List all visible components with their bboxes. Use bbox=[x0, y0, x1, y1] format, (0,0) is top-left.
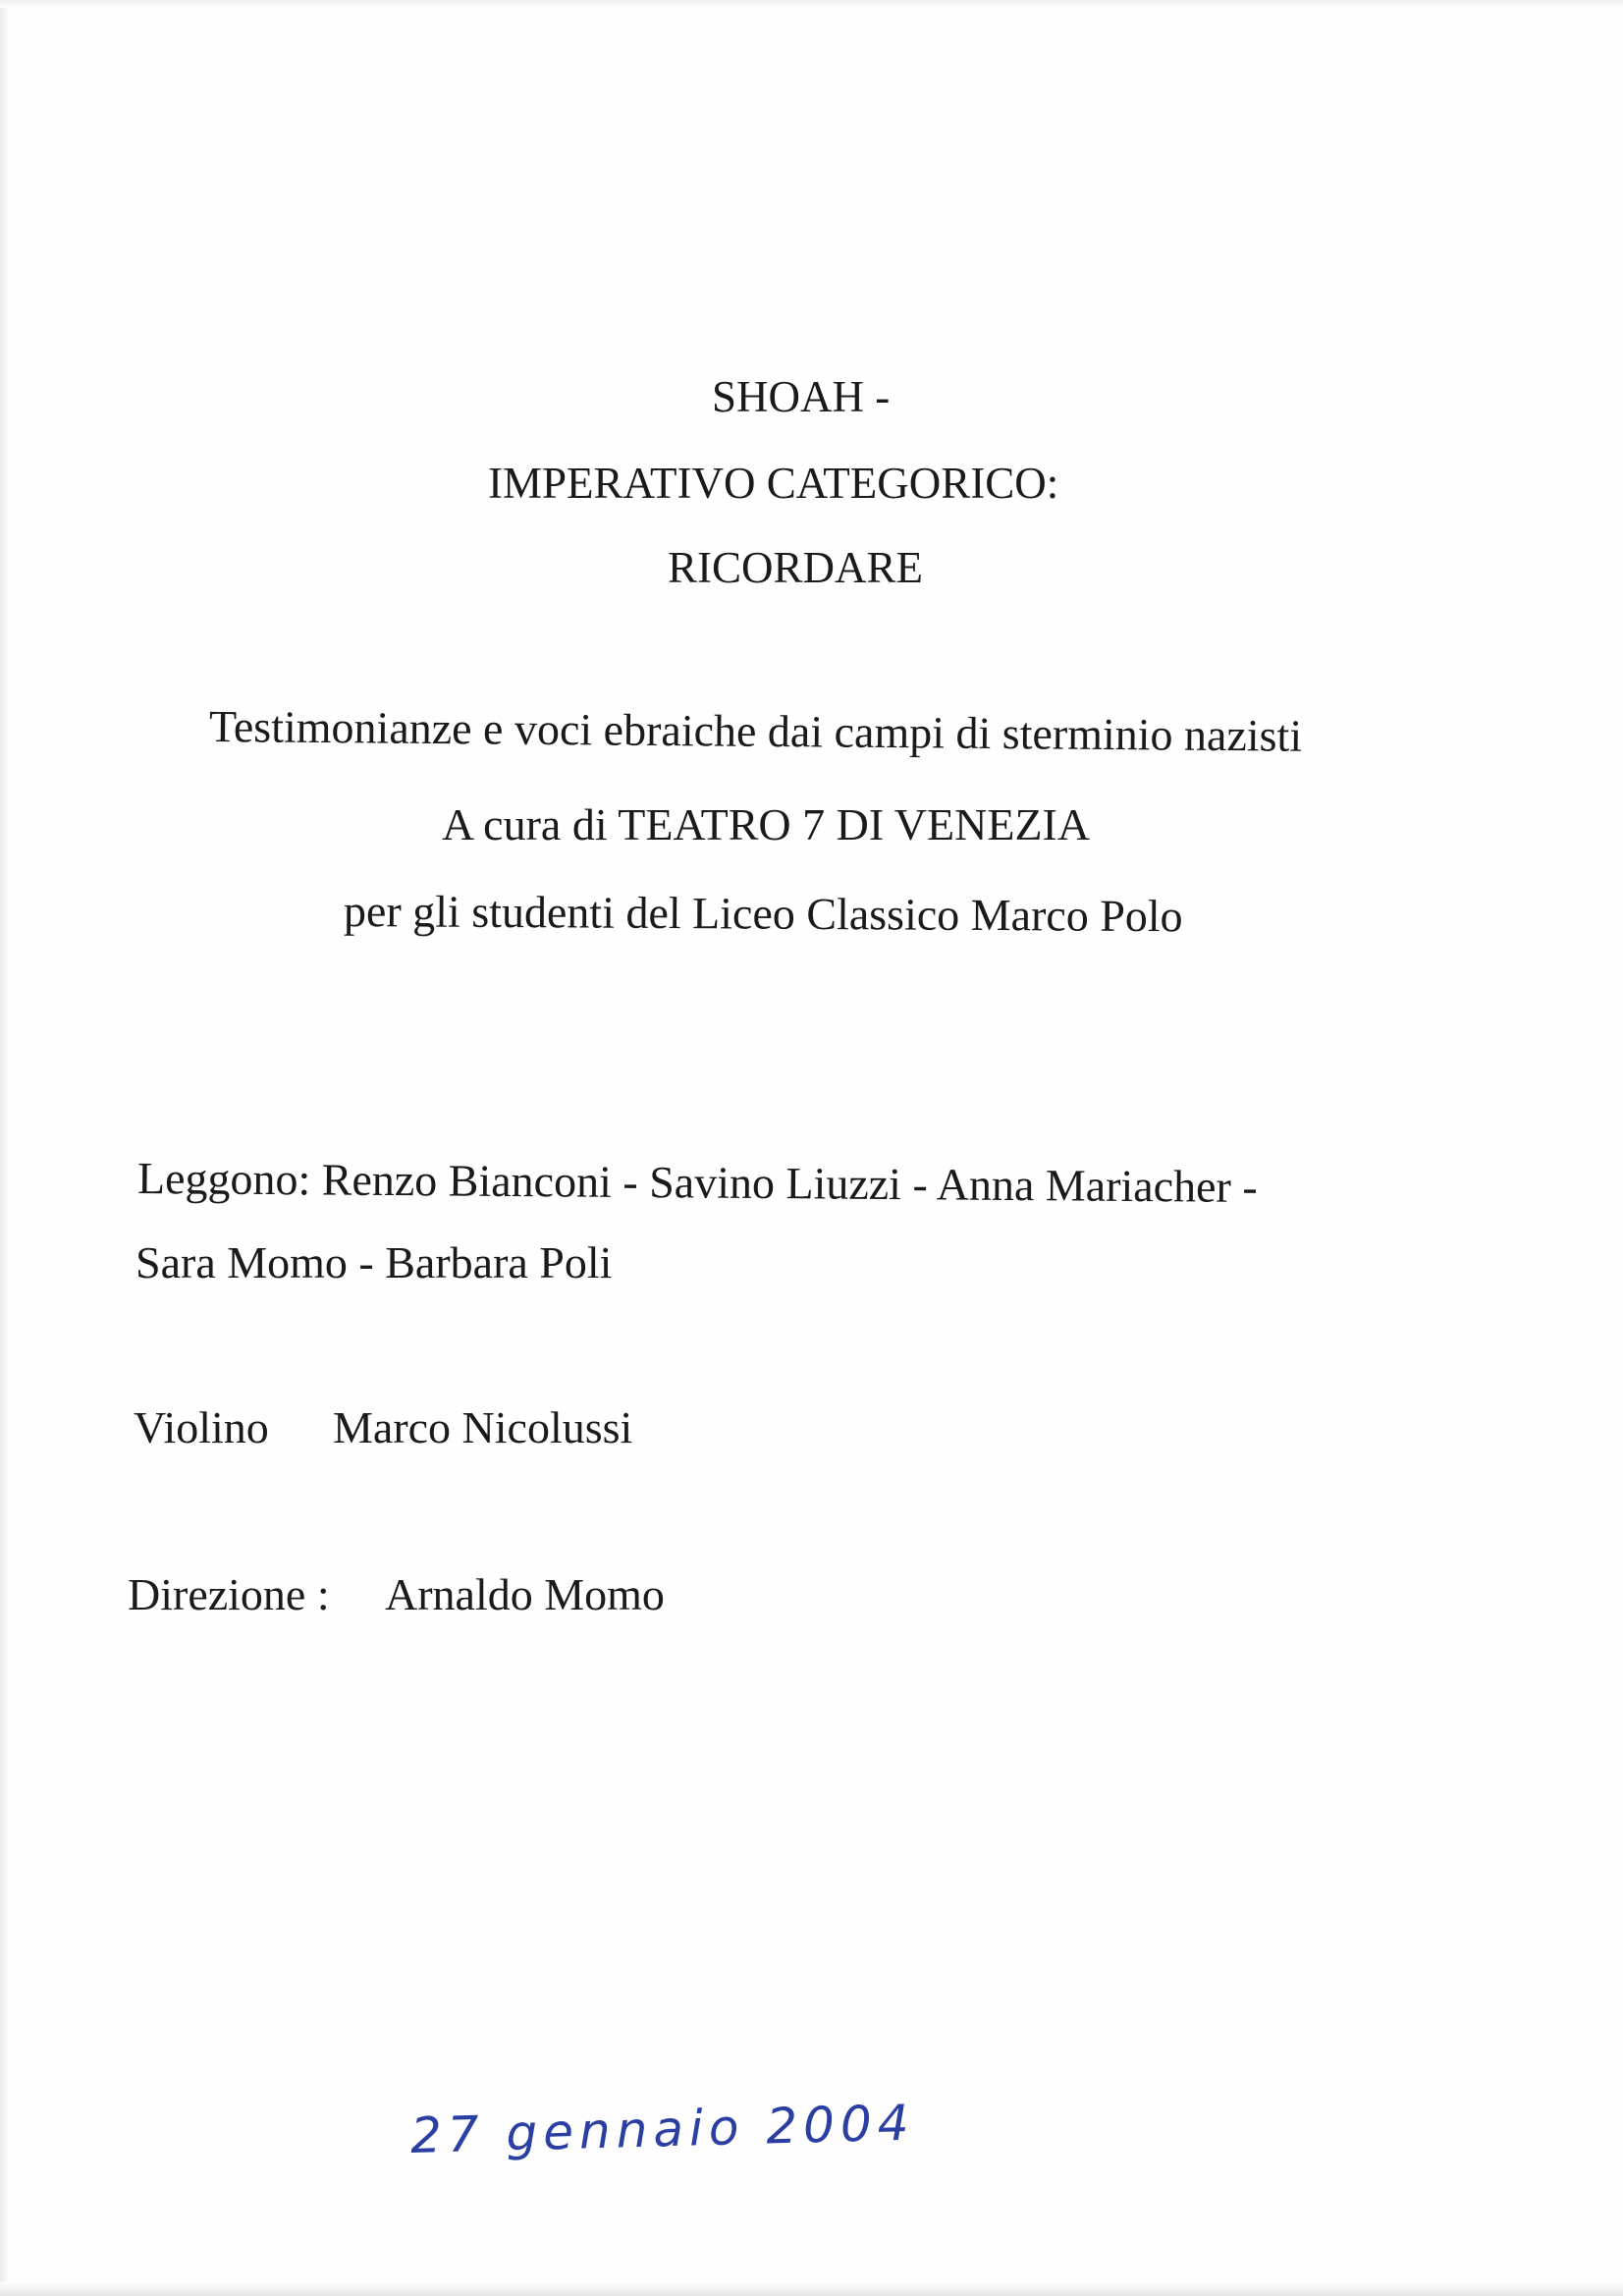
scan-edge-top bbox=[0, 0, 1623, 8]
title-line-3: RICORDARE bbox=[668, 543, 924, 592]
direction-label: Direzione : bbox=[128, 1569, 330, 1619]
handwritten-date: 27 gennaio 2004 bbox=[409, 2094, 916, 2164]
readers-line-2: Sara Momo - Barbara Poli bbox=[135, 1237, 613, 1287]
readers-line-1: Leggono: Renzo Bianconi - Savino Liuzzi - Anna Mariacher - bbox=[136, 1153, 1258, 1212]
title-line-1: SHOAH - bbox=[712, 372, 891, 421]
title-line-2: IMPERATIVO CATEGORICO: bbox=[488, 459, 1059, 508]
subtitle-line-3: per gli studenti del Liceo Classico Marco Polo bbox=[343, 886, 1183, 942]
violin-label: Violino bbox=[134, 1402, 269, 1452]
violin-credit bbox=[134, 1400, 632, 1455]
scan-edge-bottom bbox=[0, 2282, 1623, 2296]
violin-name: Marco Nicolussi bbox=[333, 1402, 633, 1452]
subtitle-line-2: A cura di TEATRO 7 DI VENEZIA bbox=[442, 799, 1091, 849]
direction-name: Arnaldo Momo bbox=[385, 1569, 665, 1619]
scan-edge-left bbox=[0, 0, 10, 2296]
direction-credit bbox=[128, 1567, 665, 1622]
subtitle-line-1: Testimonianze e voci ebraiche dai campi di sterminio nazisti bbox=[208, 701, 1303, 761]
